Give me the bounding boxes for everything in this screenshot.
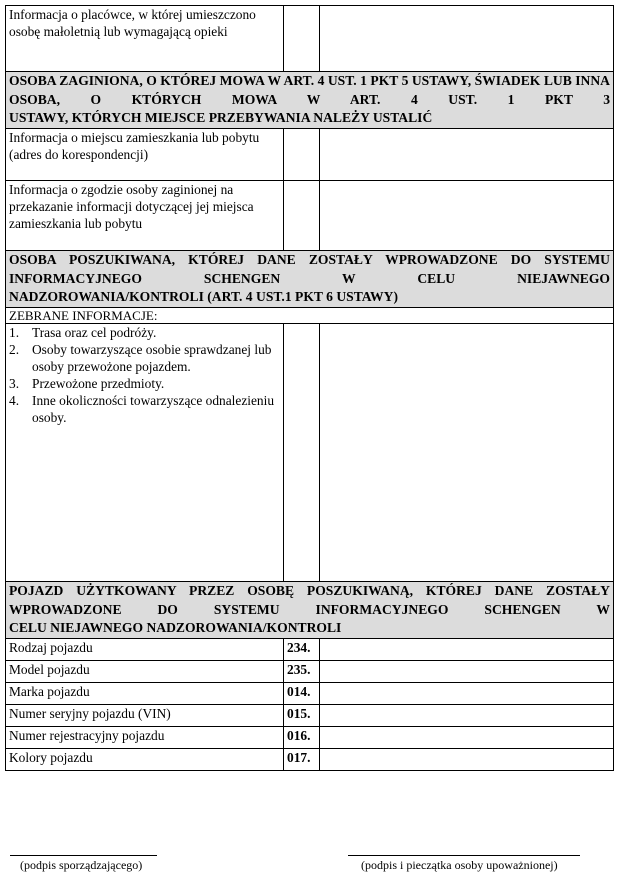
row-label: Numer seryjny pojazdu (VIN) — [6, 705, 284, 727]
value-cell[interactable] — [320, 683, 614, 705]
section-title-last-line: NADZOROWANIA/KONTROLI (ART. 4 UST.1 PKT 6 USTAWY) — [9, 289, 398, 304]
form-table — [5, 5, 614, 771]
section-title-last-line: CELU NIEJAWNEGO NADZOROWANIA/KONTROLI — [9, 620, 342, 635]
row-label: Kolory pojazdu — [6, 749, 284, 771]
field-code: 235. — [284, 661, 320, 683]
form-row — [6, 324, 614, 582]
section-header — [6, 582, 614, 639]
row-label: Informacja o miejscu zamieszkania lub pobytu (adres do korespondencji) — [6, 129, 284, 181]
field-code: 016. — [284, 727, 320, 749]
signature-line-right — [348, 855, 580, 856]
form-row — [6, 6, 614, 72]
value-cell[interactable] — [320, 6, 614, 72]
section-header — [6, 72, 614, 129]
code-cell — [284, 181, 320, 251]
list-item: 2. Osoby towarzyszące osobie sprawdzanej lub osoby przewożone pojazdem. — [9, 342, 272, 374]
signature-caption-right: (podpis i pieczątka osoby upoważnionej) — [361, 858, 558, 872]
info-list — [9, 324, 280, 426]
value-cell[interactable] — [320, 661, 614, 683]
row-label: Marka pojazdu — [6, 683, 284, 705]
section-title: OSOBA POSZUKIWANA, KTÓREJ DANE ZOSTAŁY WPROWADZONE DO SYSTEMU INFORMACYJNEGO SCHENGEN W CELU NIEJAWNEGO — [9, 252, 610, 286]
field-code: 015. — [284, 705, 320, 727]
row-label: Informacja o placówce, w której umieszczono osobę małoletnią lub wymagającą opieki — [6, 6, 284, 72]
list-item: 4. Inne okoliczności towarzyszące odnalezieniu osoby. — [9, 393, 275, 425]
value-cell[interactable] — [320, 181, 614, 251]
row-label: Rodzaj pojazdu — [6, 639, 284, 661]
signature-caption-left: (podpis sporządzającego) — [20, 858, 143, 872]
code-cell — [284, 129, 320, 181]
code-cell — [284, 6, 320, 72]
field-code: 017. — [284, 749, 320, 771]
row-label: Numer rejestracyjny pojazdu — [6, 727, 284, 749]
subheader-row — [6, 308, 614, 324]
info-list-cell — [6, 324, 284, 582]
value-cell[interactable] — [320, 749, 614, 771]
collected-info-label: ZEBRANE INFORMACJE: — [6, 308, 614, 324]
section-title-last-line: USTAWY, KTÓRYCH MIEJSCE PRZEBYWANIA NALEŻY USTALIĆ — [9, 110, 433, 125]
vehicle-row — [6, 705, 614, 727]
vehicle-row — [6, 727, 614, 749]
value-cell[interactable] — [320, 705, 614, 727]
value-cell[interactable] — [320, 129, 614, 181]
section-title: POJAZD UŻYTKOWANY PRZEZ OSOBĘ POSZUKIWANĄ, KTÓREJ DANE ZOSTAŁY WPROWADZONE DO SYSTEMU INFORMACYJNEGO SCHENGEN W — [9, 583, 610, 617]
form-row — [6, 181, 614, 251]
vehicle-row — [6, 683, 614, 705]
section-header — [6, 251, 614, 308]
value-cell[interactable] — [320, 727, 614, 749]
row-label: Model pojazdu — [6, 661, 284, 683]
form-row — [6, 129, 614, 181]
list-item: 3. Przewożone przedmioty. — [9, 376, 165, 391]
list-item: 1. Trasa oraz cel podróży. — [9, 325, 157, 340]
vehicle-row — [6, 639, 614, 661]
signature-line-left — [10, 855, 157, 856]
vehicle-row — [6, 749, 614, 771]
section-title: OSOBA ZAGINIONA, O KTÓREJ MOWA W ART. 4 UST. 1 PKT 5 USTAWY, ŚWIADEK LUB INNA OSOBA, O KTÓRYCH MOWA W ART. 4 UST. 1 PKT 3 — [9, 73, 610, 107]
field-code: 014. — [284, 683, 320, 705]
vehicle-row — [6, 661, 614, 683]
row-label: Informacja o zgodzie osoby zaginionej na przekazanie informacji dotyczącej jej miejsca zamieszkania lub pobytu — [6, 181, 284, 251]
value-cell[interactable] — [320, 639, 614, 661]
field-code: 234. — [284, 639, 320, 661]
value-cell[interactable] — [320, 324, 614, 582]
code-cell — [284, 324, 320, 582]
